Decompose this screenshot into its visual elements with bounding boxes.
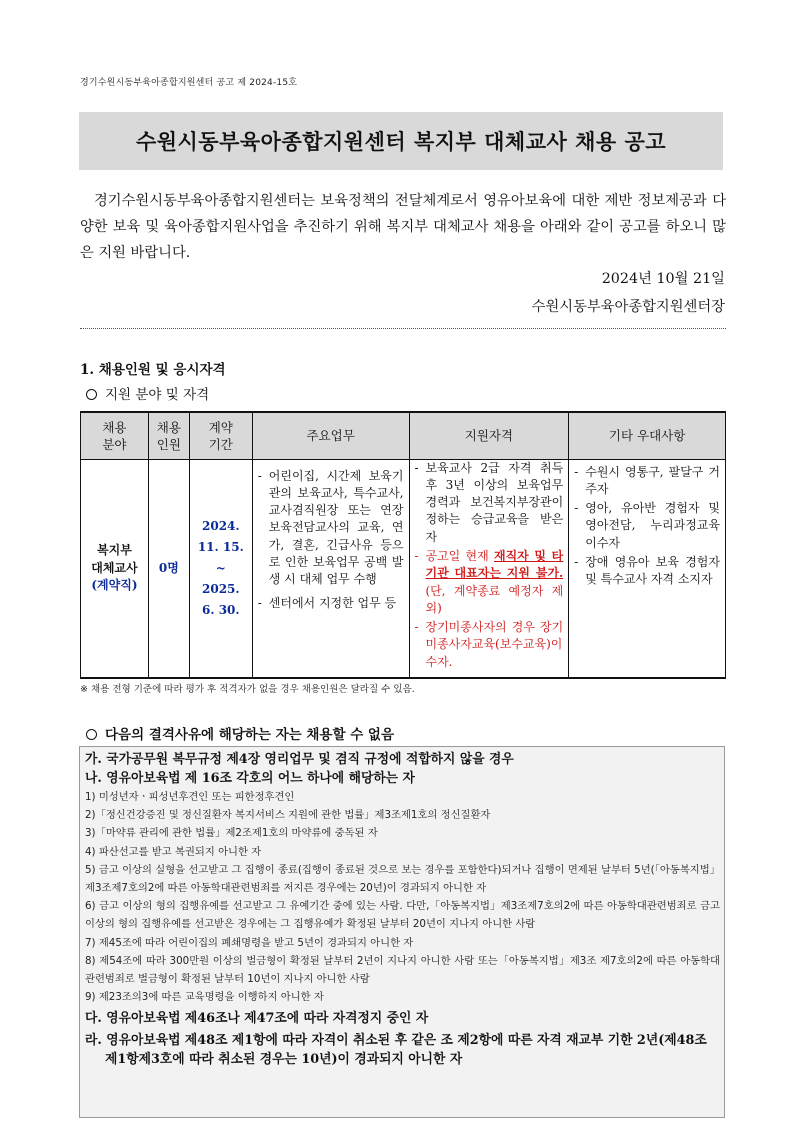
circle-bullet-icon	[86, 389, 97, 400]
cell-field: 복지부 대체교사 (계약직)	[81, 459, 149, 678]
subsection-label: 다음의 결격사유에 해당하는 자는 채용할 수 없음	[105, 727, 395, 743]
disq-da: 다. 영유아보육법 제46조나 제47조에 따라 자격정지 중인 자	[85, 1011, 429, 1027]
disq-item: 1) 미성년자ㆍ피성년후견인 또는 피한정후견인	[85, 791, 295, 803]
circle-bullet-icon	[86, 729, 97, 740]
document-number: 경기수원시동부육아종합지원센터 공고 제 2024-15호	[80, 78, 298, 88]
disq-item: 6) 금고 이상의 형의 집행유예를 선고받고 그 유예기간 중에 있는 사람. 다만,「아동복지법」제3조제7호의2에 따른 아동학대관련범죄로 금고 이상의 형의 집행유예를 선고받은 경우에는 그 집행유예가 확정된 날부터 20년이 지나지 아니한 사람	[85, 900, 720, 931]
disq-item: 2)「정신건강증진 및 정신질환자 복지서비스 지원에 관한 법률」제3조제1호의 정신질환자	[85, 809, 491, 822]
header-count: 채용 인원	[148, 412, 189, 459]
qualification-item-longterm: - 장기미종사자의 경우 장기미종사자교육(보수교육)이수자.	[415, 619, 564, 671]
duty-item: - 센터에서 지정한 업무 등	[258, 595, 404, 612]
subsection-label: 지원 분야 및 자격	[105, 387, 210, 403]
dotted-divider	[80, 328, 726, 329]
header-period: 계약 기간	[189, 412, 252, 459]
duty-item: - 어린이집, 시간제 보육기관의 보육교사, 특수교사, 교사겸직원장 또는 연장보육전담교사의 교육, 연가, 결혼, 긴급사유 등으로 인한 보육업무 공백 발생 시 대체 업무 수행	[258, 468, 404, 589]
recruitment-table	[80, 411, 726, 679]
header-qualification: 지원자격	[409, 412, 569, 459]
preference-item: - 영아, 유아반 경험자 및 영아전담, 누리과정교육 이수자	[574, 500, 720, 552]
section-title-recruitment: 1. 채용인원 및 응시자격	[80, 362, 226, 378]
header-field: 채용 분야	[81, 412, 149, 459]
disq-item: 8) 제54조에 따라 300만원 이상의 벌금형이 확정된 날부터 2년이 지나지 아니한 사람 또는「아동복지법」제3조 제7호의2에 따른 아동학대관련범죄로 벌금형이 확정된 날부터 10년이 지나지 아니한 사람	[85, 954, 720, 986]
announcement-date: 2024년 10월 21일	[601, 271, 725, 287]
disq-item: 9) 제23조의3에 따른 교육명령을 이행하지 아니한 자	[85, 991, 324, 1004]
disq-na: 나. 영유아보육법 제 16조 각호의 어느 하나에 해당하는 자	[85, 771, 415, 786]
page-title: 수원시동부육아종합지원센터 복지부 대체교사 채용 공고	[135, 130, 667, 154]
preference-item: - 수원시 영통구, 팔달구 거주자	[574, 464, 720, 499]
header-duties: 주요업무	[252, 412, 409, 459]
footnote: ※ 채용 전형 기준에 따라 평가 후 적격자가 없을 경우 채용인원은 달라질 수 있음.	[80, 684, 415, 695]
title-banner	[79, 112, 723, 170]
cell-qualification	[409, 459, 569, 678]
header-preference: 기타 우대사항	[569, 412, 726, 459]
table-header-row	[81, 412, 726, 459]
table-row	[81, 459, 726, 678]
disq-item: 3)「마약류 관리에 관한 법률」제2조제1호의 마약류에 중독된 자	[85, 827, 378, 840]
disq-ga: 가. 국가공무원 복무규정 제4장 영리업무 및 겸직 규정에 적합하지 않을 경우	[85, 752, 514, 767]
qualification-item: - 보육교사 2급 자격 취득 후 3년 이상의 보육업무 경력과 보건복지부장관이 정하는 승급교육을 받은 자	[415, 460, 564, 546]
cell-count: 0명	[148, 459, 189, 678]
preference-item: - 장애 영유아 보육 경험자 및 특수교사 자격 소지자	[574, 554, 720, 589]
qualification-item-restriction: - 공고일 현재 재직자 및 타기관 대표자는 지원 불가. (단, 계약종료 예정자 제외)	[415, 548, 564, 617]
subsection-disqualification	[86, 723, 394, 743]
cell-preference	[569, 459, 726, 678]
subsection-field-qualification	[86, 383, 209, 403]
disqualification-box	[79, 746, 725, 1118]
disq-ra: 라. 영유아보육법 제48조 제1항에 따라 자격이 취소된 후 같은 조 제2항에 따른 자격 재교부 기한 2년(제48조 제1항제3호에 따라 취소된 경우는 10년)이 경과되지 아니한 자	[85, 1033, 707, 1068]
disq-item: 7) 제45조에 따라 어린이집의 폐쇄명령을 받고 5년이 경과되지 아니한 자	[85, 936, 414, 949]
cell-duties	[252, 459, 409, 678]
disq-item: 5) 금고 이상의 실형을 선고받고 그 집행이 종료(집행이 종료된 것으로 보는 경우를 포함한다)되거나 집행이 면제된 날부터 5년(「아동복지법」제3조제7호의2에 따른 아동학대관련범죄를 저지른 경우에는 20년)이 경과되지 아니한 자	[85, 863, 720, 895]
intro-paragraph: 경기수원시동부육아종합지원센터는 보육정책의 전달체계로서 영유아보육에 대한 제반 정보제공과 다양한 보육 및 육아종합지원사업을 추진하기 위해 복지부 대체교사 채용을 아래와 같이 공고를 하오니 많은 지원 바랍니다.	[80, 193, 726, 261]
issuer-name: 수원시동부육아종합지원센터장	[531, 299, 725, 315]
disq-item: 4) 파산선고를 받고 복권되지 아니한 자	[85, 845, 262, 858]
cell-period: 2024. 11. 15. ~ 2025. 6. 30.	[189, 459, 252, 678]
